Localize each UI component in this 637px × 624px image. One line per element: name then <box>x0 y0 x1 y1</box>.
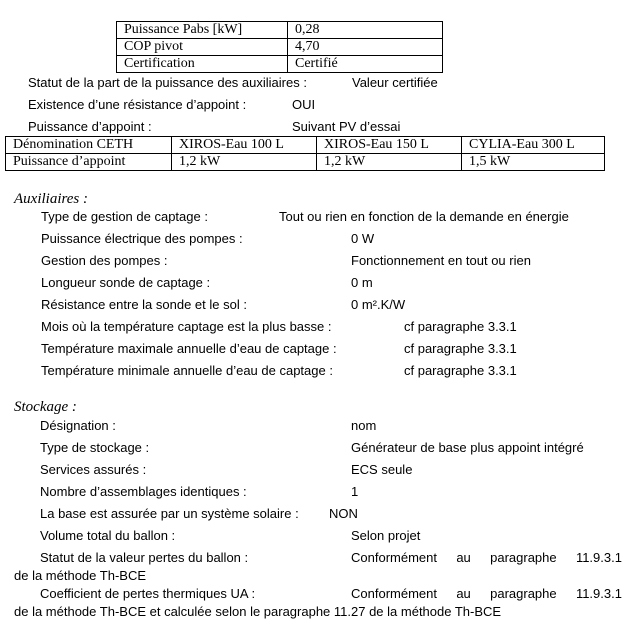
stock-row-label: Volume total du ballon : <box>40 528 176 543</box>
value-word: au <box>456 550 471 565</box>
value-word: paragraphe <box>490 586 557 601</box>
table-cell: 0,28 <box>288 22 443 39</box>
value-word: au <box>456 586 471 601</box>
statut-pertes-cont: de la méthode Th-BCE <box>14 568 146 583</box>
coef-ua-value <box>351 586 622 601</box>
table-cell: Puissance d’appoint <box>6 154 172 171</box>
coef-ua-label: Coefficient de pertes thermiques UA : <box>40 586 256 601</box>
aux-row-value: Tout ou rien en fonction de la demande en énergie <box>279 209 569 224</box>
statut-pertes-label: Statut de la valeur pertes du ballon : <box>40 550 249 565</box>
table-row <box>6 137 605 154</box>
value-word: 11.9.3.1 <box>575 550 622 565</box>
aux-row-label: Température maximale annuelle d’eau de captage : <box>41 341 337 356</box>
aux-row-label: Mois où la température captage est la plus basse : <box>41 319 332 334</box>
aux-row-label: Puissance électrique des pompes : <box>41 231 243 246</box>
value-word: paragraphe <box>490 550 557 565</box>
table-cell: Certifié <box>288 56 443 73</box>
value-word: Conformément <box>351 550 437 565</box>
aux-status-label: Statut de la part de la puissance des auxiliaires : <box>28 75 307 90</box>
table-cell: 1,5 kW <box>462 154 605 171</box>
stock-row-label: Services assurés : <box>40 462 147 477</box>
stock-row-value: ECS seule <box>351 462 413 477</box>
aux-row-value: 0 W <box>351 231 375 246</box>
resistance-value: OUI <box>292 97 316 112</box>
value-word: 11.9.3.1 <box>575 586 622 601</box>
table-header-cell: CYLIA-Eau 300 L <box>462 137 605 154</box>
stock-row-value: Selon projet <box>351 528 421 543</box>
aux-row-label: Résistance entre la sonde et le sol : <box>41 297 247 312</box>
statut-pertes-value <box>351 550 622 565</box>
stock-row-value: 1 <box>351 484 359 499</box>
stock-row-label: Nombre d’assemblages identiques : <box>40 484 247 499</box>
aux-row-value: cf paragraphe 3.3.1 <box>404 363 517 378</box>
aux-row-value: 0 m².K/W <box>351 297 406 312</box>
stockage-title: Stockage : <box>14 399 77 415</box>
stock-row-value: Générateur de base plus appoint intégré <box>351 440 584 455</box>
table-cell: 1,2 kW <box>317 154 462 171</box>
table-header-cell: XIROS-Eau 150 L <box>317 137 462 154</box>
aux-row-value: cf paragraphe 3.3.1 <box>404 319 517 334</box>
aux-row-label: Type de gestion de captage : <box>41 209 208 224</box>
top-table <box>116 21 443 73</box>
table-row <box>117 39 443 56</box>
table-header-cell: Dénomination CETH <box>6 137 172 154</box>
aux-row-label: Gestion des pompes : <box>41 253 168 268</box>
stock-row-value: nom <box>351 418 377 433</box>
aux-row-value: cf paragraphe 3.3.1 <box>404 341 517 356</box>
table-row <box>117 22 443 39</box>
stock-row-label: Type de stockage : <box>40 440 150 455</box>
table-cell: COP pivot <box>117 39 288 56</box>
resistance-label: Existence d’une résistance d’appoint : <box>28 97 247 112</box>
aux-row-value: Fonctionnement en tout ou rien <box>351 253 531 268</box>
stock-row-label: La base est assurée par un système solaire : <box>40 506 299 521</box>
table-cell: 4,70 <box>288 39 443 56</box>
aux-status-value: Valeur certifiée <box>352 75 438 90</box>
table-cell: Certification <box>117 56 288 73</box>
aux-row-label: Température minimale annuelle d’eau de captage : <box>41 363 333 378</box>
appoint-value: Suivant PV d’essai <box>292 119 401 134</box>
auxiliaires-title: Auxiliaires : <box>14 191 89 207</box>
table-row <box>6 154 605 171</box>
table-cell: Puissance Pabs [kW] <box>117 22 288 39</box>
ceth-table <box>5 136 605 171</box>
stock-row-label: Désignation : <box>40 418 116 433</box>
value-word: Conformément <box>351 586 437 601</box>
table-header-cell: XIROS-Eau 100 L <box>172 137 317 154</box>
appoint-label: Puissance d’appoint : <box>28 119 152 134</box>
table-cell: 1,2 kW <box>172 154 317 171</box>
aux-row-value: 0 m <box>351 275 373 290</box>
aux-row-label: Longueur sonde de captage : <box>41 275 211 290</box>
coef-ua-cont: de la méthode Th-BCE et calculée selon le paragraphe 11.27 de la méthode Th-BCE <box>14 604 502 619</box>
stock-row-value: NON <box>329 506 358 521</box>
table-row <box>117 56 443 73</box>
